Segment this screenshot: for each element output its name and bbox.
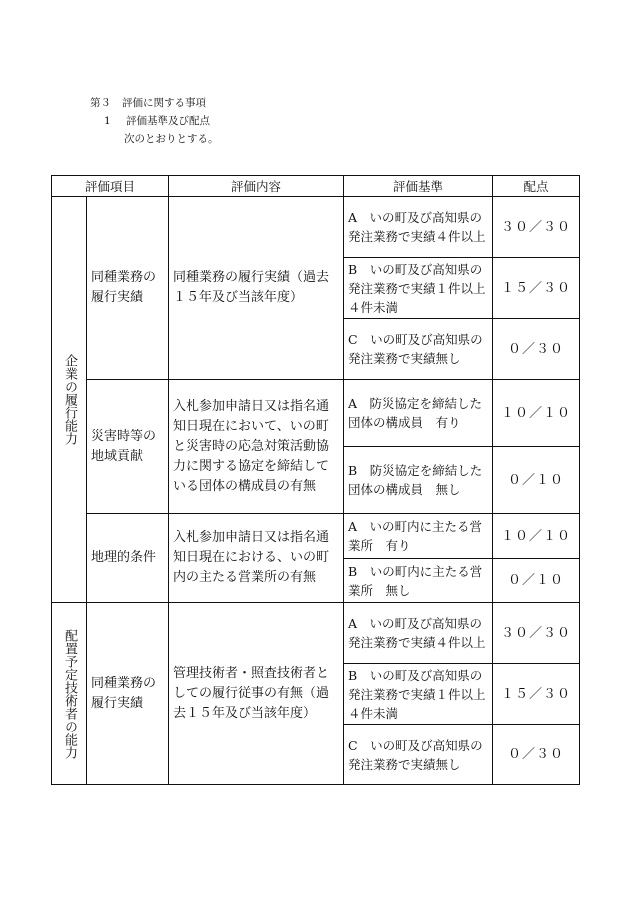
subsection-number: 1	[104, 115, 111, 127]
category-cell-2	[52, 603, 87, 785]
intro-text: 次のとおりとする。	[124, 133, 219, 145]
evaluation-table	[51, 175, 580, 785]
subsection-title: 評価基準及び配点	[126, 115, 210, 127]
table-row	[52, 380, 580, 447]
section-number: 第３	[90, 97, 111, 109]
score-value: １５／３０	[493, 664, 580, 725]
table-header-row	[52, 176, 580, 197]
item-content: 入札参加申請日又は指名通知日現在において、いの町と災害時の応急対策活動協力に関する協定を締結している団体の構成員の有無	[169, 380, 344, 514]
criteria-text: B いの町内に主たる営業所 無し	[344, 559, 493, 603]
category-cell-1	[52, 197, 87, 603]
criteria-text: B 防災協定を締結した団体の構成員 無し	[344, 447, 493, 514]
category-label: 配置予定技術者の能力	[62, 628, 77, 759]
score-value: １５／３０	[493, 258, 580, 319]
score-value: ０／１０	[493, 559, 580, 603]
item-label: 地理的条件	[87, 514, 169, 603]
criteria-text: A いの町及び高知県の発注業務で実績４件以上	[344, 603, 493, 664]
item-label: 同種業務の履行実績	[87, 197, 169, 380]
criteria-text: A いの町及び高知県の発注業務で実績４件以上	[344, 197, 493, 258]
score-value: ０／１０	[493, 447, 580, 514]
score-value: ３０／３０	[493, 197, 580, 258]
criteria-text: B いの町及び高知県の発注業務で実績１件以上４件未満	[344, 664, 493, 725]
score-value: １０／１０	[493, 380, 580, 447]
score-value: ０／３０	[493, 725, 580, 785]
score-value: ３０／３０	[493, 603, 580, 664]
item-content: 同種業務の履行実績（過去１５年及び当該年度）	[169, 197, 344, 380]
table-row	[52, 197, 580, 258]
criteria-text: C いの町及び高知県の発注業務で実績無し	[344, 725, 493, 785]
section-title-line	[90, 94, 219, 112]
header-item: 評価項目	[52, 176, 169, 197]
category-label: 企業の履行能力	[62, 354, 77, 445]
header-criteria: 評価基準	[344, 176, 493, 197]
section-heading	[90, 94, 219, 148]
item-label: 災害時等の地域貢献	[87, 380, 169, 514]
item-content: 管理技術者・照査技術者としての履行従事の有無（過去１５年及び当該年度）	[169, 603, 344, 785]
subsection-title-line	[90, 112, 219, 130]
header-score: 配点	[493, 176, 580, 197]
criteria-text: A 防災協定を締結した団体の構成員 有り	[344, 380, 493, 447]
table-row	[52, 514, 580, 559]
score-value: ０／３０	[493, 319, 580, 380]
score-value: １０／１０	[493, 514, 580, 559]
criteria-text: A いの町内に主たる営業所 有り	[344, 514, 493, 559]
item-content: 入札参加申請日又は指名通知日現在における、いの町内の主たる営業所の有無	[169, 514, 344, 603]
criteria-text: C いの町及び高知県の発注業務で実績無し	[344, 319, 493, 380]
table-row	[52, 603, 580, 664]
criteria-text: B いの町及び高知県の発注業務で実績１件以上４件未満	[344, 258, 493, 319]
header-content: 評価内容	[169, 176, 344, 197]
item-label: 同種業務の履行実績	[87, 603, 169, 785]
section-title: 評価に関する事項	[122, 97, 206, 109]
